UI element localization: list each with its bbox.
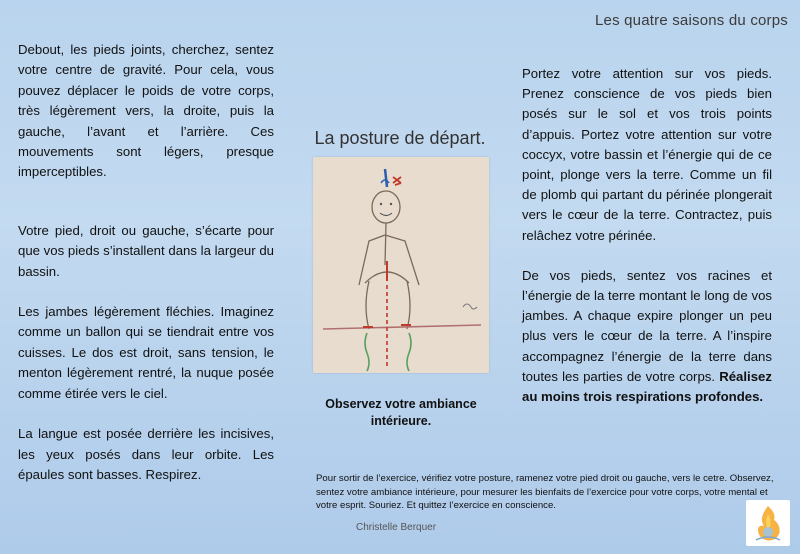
stick-figure-drawing-icon: [313, 157, 489, 373]
illustration-caption: Observez votre ambiance intérieure.: [325, 397, 477, 428]
right-paragraph-1: Portez votre attention sur vos pieds. Prenez conscience de vos pieds bien posés sur le sol et vos trois points d’appuis. Portez votre attention sur votre coccyx, votre bassin et l’énergie qui de ce point, plonge vers la terre. Comme un fil de plomb qui partant du périnée plongerait vers le cœur de la terre. Contractez, puis relâchez votre périnée.: [522, 66, 772, 243]
right-paragraph-2: [522, 266, 772, 407]
logo: [746, 500, 790, 546]
footer-note: Pour sortir de l’exercice, vérifiez votre posture, ramenez votre pied droit ou gauche, vers le cetre. Observez, sentez votre ambiance intérieure, pour mesurer les bienfaits de l’exercice pour votre corps, votre mental et votre esprit. Souriez. Et quittez l’exercice en conscience.: [316, 473, 774, 512]
author-name: Christelle Berquer: [356, 522, 437, 533]
right-paragraph-2-text: De vos pieds, sentez vos racines et l’énergie de la terre montant le long de vos jambes. A chaque expire plonger un peu plus vers le cœur de la terre. A l’inspire accompagnez l’énergie de la terre dans toutes les parties de votre corps.: [522, 267, 772, 384]
page-title: Les quatre saisons du corps: [594, 12, 788, 29]
posture-illustration: [313, 157, 489, 373]
left-column: [18, 40, 274, 485]
left-paragraph-4: La langue est posée derrière les incisives, les yeux posés dans leur orbite. Les épaules sont basses. Respirez.: [18, 426, 274, 482]
left-paragraph-2: Votre pied, droit ou gauche, s’écarte pour que vos pieds s’installent dans la largeur du bassin.: [18, 222, 274, 279]
right-paragraph-2-emphasis: Réalisez au moins trois respirations profondes.: [522, 368, 772, 405]
flame-logo-icon: [746, 500, 790, 546]
left-paragraph-3: Les jambes légèrement fléchies. Imaginez comme un ballon qui se tiendrait entre vos cuisses. Le dos est droit, sans tension, le menton légèrement rentré, la nuque posée comme étirée vers le ciel.: [18, 304, 274, 401]
section-title: La posture de départ.: [314, 128, 486, 148]
right-column: [522, 64, 772, 407]
left-paragraph-1: Debout, les pieds joints, cherchez, sentez votre centre de gravité. Pour cela, vous pouvez déplacer le poids de votre corps, très légèrement vers, la droite, puis la gauche, l’avant et l’arrière. Ces mouvements sont légers, presque imperceptibles.: [18, 42, 274, 180]
